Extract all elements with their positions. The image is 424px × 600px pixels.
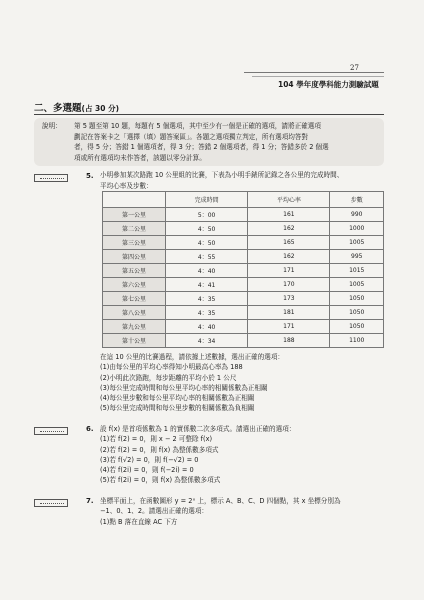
table-cell: 1050	[330, 292, 384, 306]
table-cell: 1100	[330, 334, 384, 348]
table-header-cell: 完成時間	[166, 192, 248, 208]
instructions-line: 項或所有選項均未作答者，該題以零分計算。	[74, 153, 206, 162]
question-6-option[interactable]: (4)若 f(2i) = 0，則 f(−2i) = 0	[100, 466, 194, 475]
table-cell: 990	[330, 208, 384, 222]
question-6-option[interactable]: (5)若 f(2i) = 0，則 f(x) 為整係數多項式	[100, 476, 221, 485]
table-cell: 161	[248, 208, 330, 222]
section-divider	[34, 114, 384, 115]
table-cell: 165	[248, 236, 330, 250]
table-row-label: 第八公里	[103, 306, 166, 320]
table-cell: 1050	[330, 306, 384, 320]
table-cell: 4：40	[166, 320, 248, 334]
table-row	[103, 222, 384, 236]
question-5-number: 5.	[86, 172, 94, 180]
question-5-options	[100, 352, 284, 414]
table-row-label: 第十公里	[103, 334, 166, 348]
table-cell: 1015	[330, 264, 384, 278]
question-6-option[interactable]: (2)若 f(2) = 0，則 f(x) 為整係數多項式	[100, 445, 219, 454]
question-7-options	[100, 496, 341, 527]
question-6-option[interactable]: (1)若 f(2) = 0，則 x − 2 可整除 f(x)	[100, 435, 213, 444]
table-cell: 173	[248, 292, 330, 306]
table-cell: 181	[248, 306, 330, 320]
table-row	[103, 320, 384, 334]
table-cell: 188	[248, 334, 330, 348]
header-rule	[244, 72, 384, 73]
table-header-cell: 平均心率	[248, 192, 330, 208]
table-row-label: 第五公里	[103, 264, 166, 278]
table-cell: 1000	[330, 222, 384, 236]
table-cell: 4：34	[166, 334, 248, 348]
question-7-number: 7.	[86, 497, 94, 505]
question-5-prompt: 在這 10 公里的比賽過程，請依據上述數據，選出正確的選項：	[100, 353, 285, 361]
table-cell: 4：35	[166, 292, 248, 306]
table-row-label: 第九公里	[103, 320, 166, 334]
question-5-option[interactable]: (4)每公里步數和每公里平均心率的相關係數為正相關	[100, 394, 255, 403]
table-cell: 170	[248, 278, 330, 292]
table-row	[103, 306, 384, 320]
page-number: 27	[350, 64, 359, 72]
table-row-label: 第二公里	[103, 222, 166, 236]
table-header-cell	[103, 192, 166, 208]
instructions-label: 說明：	[42, 122, 62, 130]
table-row	[103, 250, 384, 264]
table-cell: 1050	[330, 320, 384, 334]
table-row-label: 第四公里	[103, 250, 166, 264]
question-5-stem	[100, 170, 343, 191]
question-5-stem-line: 平均心率及步數：	[100, 181, 153, 190]
table-row	[103, 334, 384, 348]
table-cell: 4：55	[166, 250, 248, 264]
question-5-option[interactable]: (3)每公里完成時間和每公里平均心率的相關係數為正相關	[100, 383, 268, 392]
table-row	[103, 292, 384, 306]
table-cell: 4：50	[166, 236, 248, 250]
table-cell: 4：35	[166, 306, 248, 320]
answer-box-q6[interactable]	[34, 427, 68, 435]
table-cell: 1005	[330, 236, 384, 250]
table-cell: 162	[248, 222, 330, 236]
instructions-line: 第 5 題至第 10 題，每題有 5 個選項，其中至少有一個是正確的選項，請將正確選項	[74, 122, 321, 130]
running-data-table	[102, 191, 384, 348]
section-title: 二、多選題	[34, 103, 82, 114]
table-cell: 4：40	[166, 264, 248, 278]
question-6-stem: 設 f(x) 是首項係數為 1 的實係數二次多項式。請選出正確的選項：	[100, 425, 296, 433]
table-cell: 171	[248, 264, 330, 278]
table-cell: 171	[248, 320, 330, 334]
question-5-option[interactable]: (5)每公里完成時間和每公里步數的相關係數為負相關	[100, 404, 255, 413]
header-rule-secondary	[252, 76, 384, 77]
table-cell: 4：41	[166, 278, 248, 292]
exam-title: 104 學年度學科能力測驗試題	[278, 80, 379, 89]
question-7-option[interactable]: (1)點 B 落在直線 AC 下方	[100, 517, 178, 526]
question-6-option[interactable]: (3)若 f(√2) = 0，則 f(−√2) = 0	[100, 455, 199, 464]
table-row	[103, 264, 384, 278]
instructions-line: 劃記在答案卡之「選擇（填）題答案區」。各題之選項獨立判定，所有選項均答對	[74, 132, 309, 141]
table-row-label: 第一公里	[103, 208, 166, 222]
table-row	[103, 278, 384, 292]
question-7-stem-line: −1、0、1、2。請選出正確的選項：	[100, 507, 209, 516]
table-row-label: 第三公里	[103, 236, 166, 250]
answer-box-q7[interactable]	[34, 499, 68, 507]
question-5-stem-line: 小明參加某次路跑 10 公里組的比賽，下表為小明手錶所記錄之各公里的完成時間、	[100, 171, 344, 179]
question-5-option[interactable]: (2)小明此次路跑，每步距離的平均小於 1 公尺	[100, 373, 237, 382]
section-points: (占 30 分)	[81, 104, 120, 113]
instructions-box	[34, 118, 384, 166]
table-row-label: 第七公里	[103, 292, 166, 306]
question-6-options	[100, 424, 295, 486]
question-6-number: 6.	[86, 425, 94, 433]
table-row-label: 第六公里	[103, 278, 166, 292]
section-heading	[34, 100, 119, 114]
question-5-option[interactable]: (1)由每公里的平均心率得知小明最高心率為 188	[100, 363, 243, 372]
table-header-cell: 步數	[330, 192, 384, 208]
table-cell: 1005	[330, 278, 384, 292]
table-cell: 162	[248, 250, 330, 264]
table-row	[103, 236, 384, 250]
question-7-stem-line: 坐標平面上，在函數圖形 y = 2ˣ 上，標示 A、B、C、D 四個點，其 x 坐標分別為	[100, 497, 341, 505]
table-cell: 4：50	[166, 222, 248, 236]
table-row	[103, 208, 384, 222]
table-cell: 5：00	[166, 208, 248, 222]
instructions-line: 者，得 5 分；答錯 1 個選項者，得 3 分；答錯 2 個選項者，得 1 分；答錯多於 2 個選	[74, 143, 329, 152]
table-cell: 995	[330, 250, 384, 264]
table-header-row	[103, 192, 384, 208]
answer-box-q5[interactable]	[34, 174, 68, 182]
